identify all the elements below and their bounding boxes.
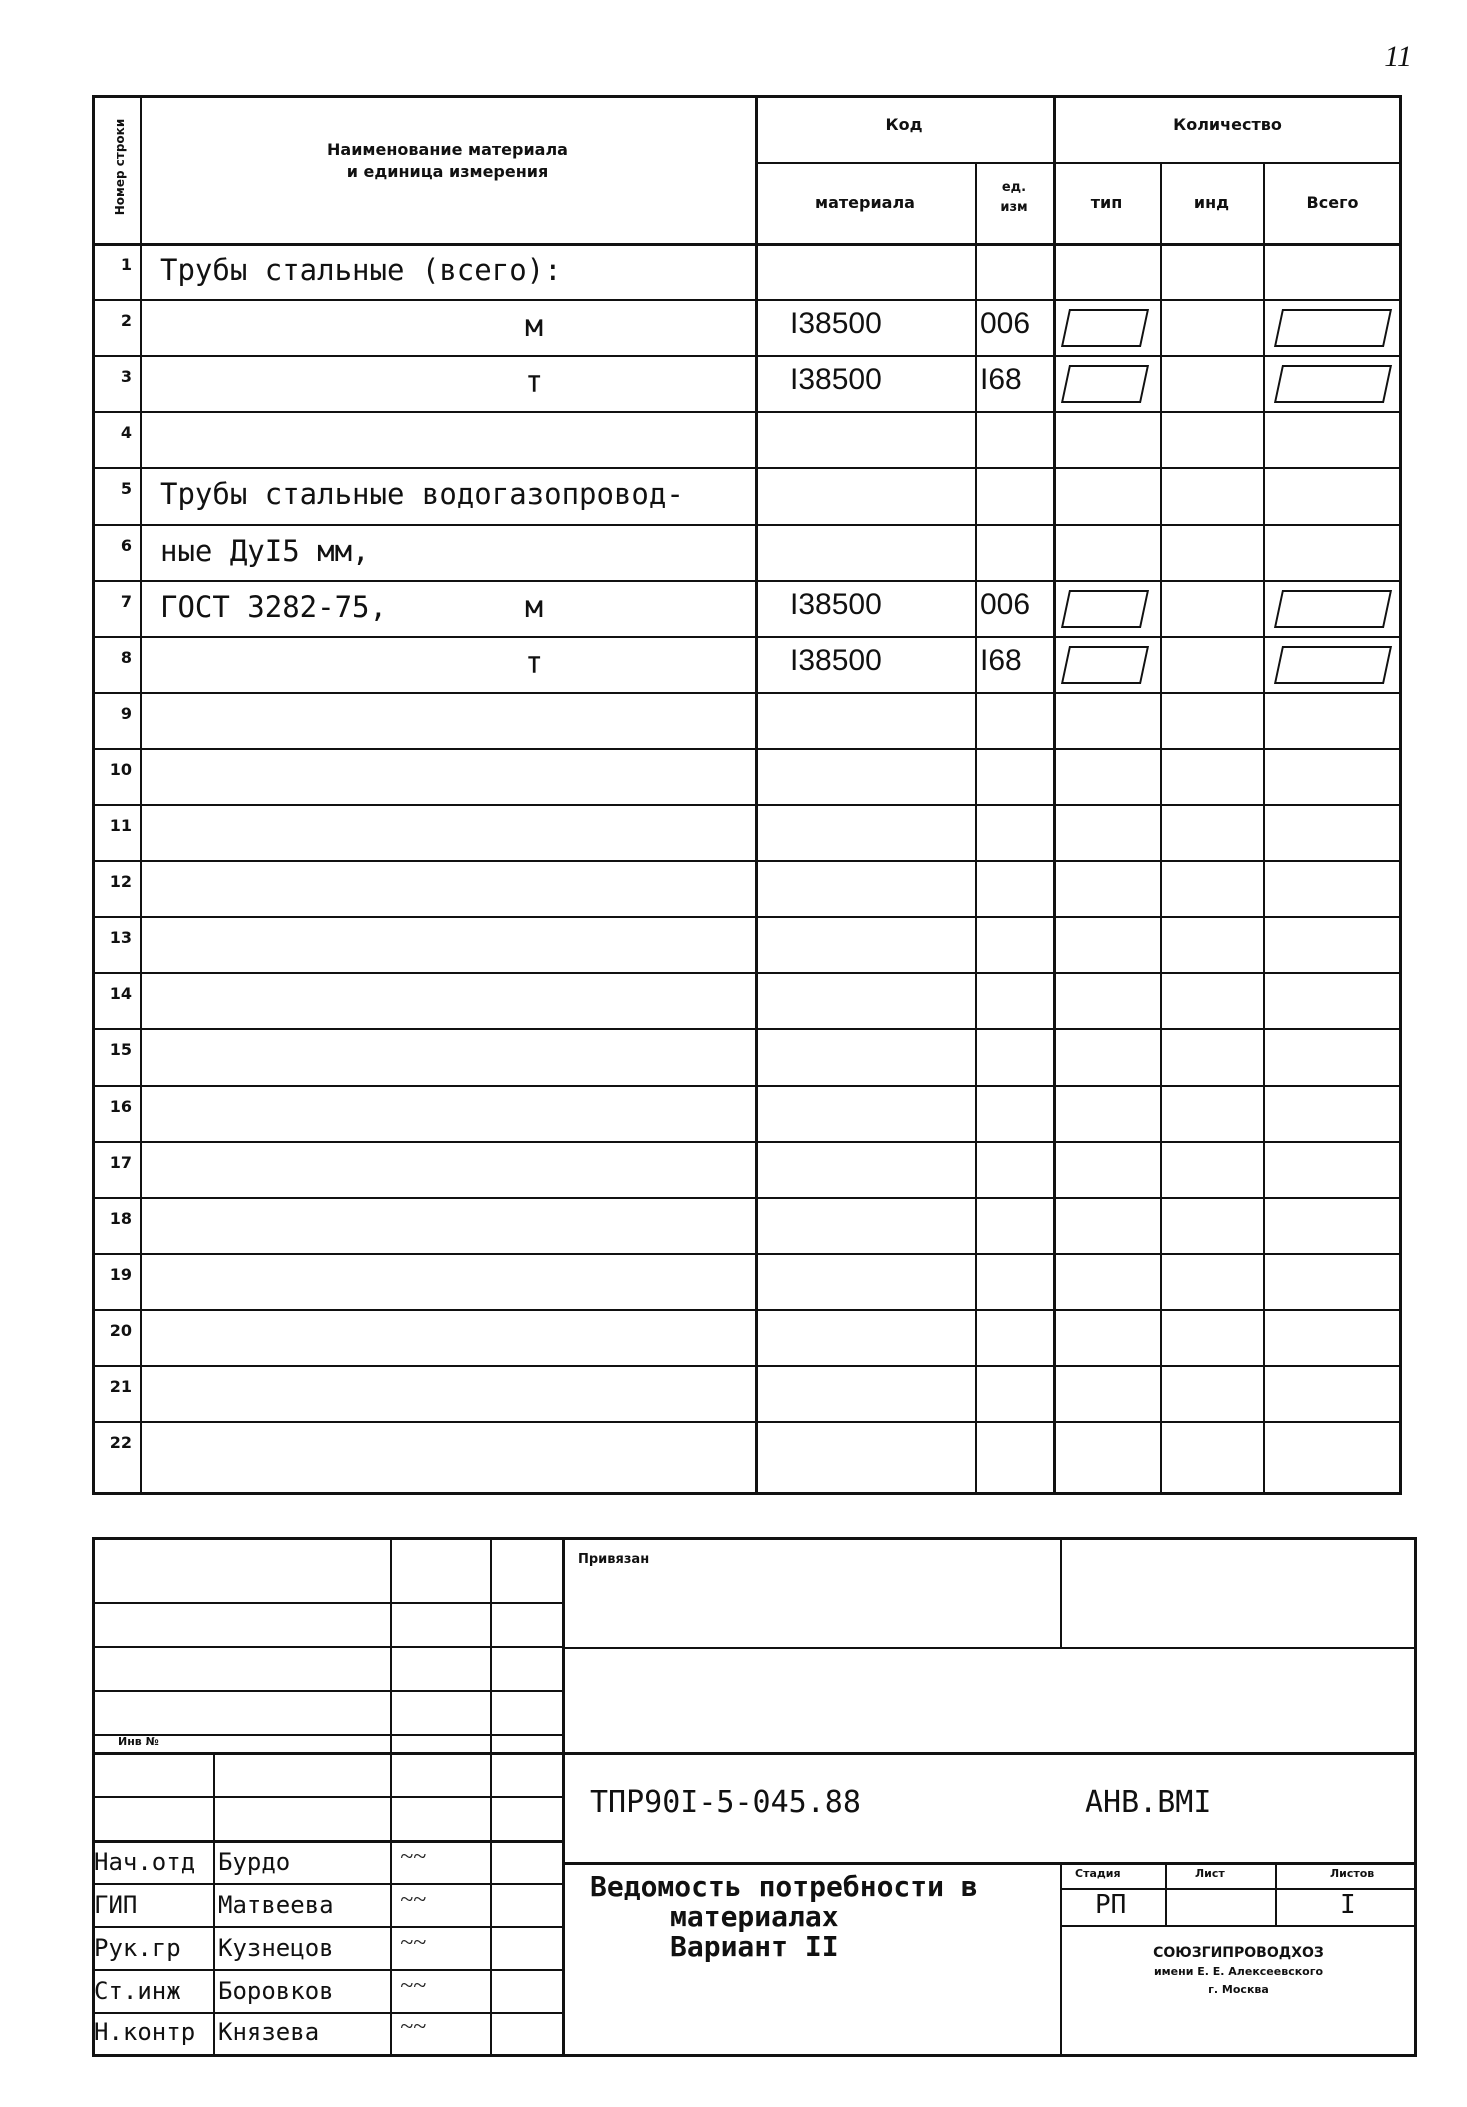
table-row — [0, 411, 1467, 467]
table-row — [0, 804, 1467, 860]
stage-value: РП — [1095, 1890, 1127, 1920]
quantity-total-box — [1274, 646, 1392, 684]
row-number: 19 — [109, 1264, 132, 1284]
quantity-type-box — [1061, 590, 1149, 628]
page-number: 11 — [1384, 40, 1412, 73]
title-line-2: материалах — [670, 1900, 839, 1933]
signer-name: Бурдо — [218, 1848, 291, 1876]
quantity-type-box — [1061, 646, 1149, 684]
row-number: 3 — [120, 367, 132, 387]
quantity-header: Количество — [1173, 115, 1282, 134]
quantity-type-box — [1061, 309, 1149, 347]
table-row — [0, 1253, 1467, 1309]
unit-label: м — [525, 589, 544, 625]
row-number: 21 — [109, 1377, 132, 1396]
signer-name: Кузнецов — [218, 1934, 334, 1962]
code-header: Код — [885, 115, 923, 134]
table-row — [0, 355, 1467, 411]
row-number: 5 — [120, 479, 132, 499]
name-header-line1: Наименование материала — [327, 140, 568, 159]
signer-name: Князева — [218, 2018, 320, 2046]
quantity-total-box — [1274, 309, 1392, 347]
unit-code: 006 — [980, 587, 1031, 621]
material-name: Трубы стальные (всего): — [160, 253, 562, 287]
signer-role: ГИП — [94, 1891, 138, 1919]
qty-total-header: Всего — [1306, 193, 1359, 212]
material-name: ные ДуI5 мм, — [160, 533, 370, 568]
sheets-value: I — [1340, 1890, 1356, 1920]
signature-mark: ~~ — [400, 1844, 426, 1870]
row-number: 9 — [120, 703, 132, 723]
table-row — [0, 692, 1467, 748]
stage-label: Стадия — [1075, 1867, 1121, 1880]
qty-type-header: тип — [1090, 193, 1123, 212]
qty-ind-header: инд — [1193, 193, 1230, 212]
unit-label: м — [525, 309, 544, 345]
signature-mark: ~~ — [400, 2014, 426, 2040]
signer-role: Ст.инж — [94, 1977, 181, 2005]
row-number: 10 — [109, 759, 132, 779]
sheet-code: АНВ.ВМI — [1085, 1785, 1212, 1820]
title-line-3: Вариант II — [670, 1930, 839, 1963]
material-code: I38500 — [790, 307, 882, 341]
table-row — [0, 580, 1467, 636]
sheet-label: Лист — [1195, 1867, 1225, 1880]
table-row — [0, 299, 1467, 355]
table-row — [0, 636, 1467, 692]
row-number: 20 — [109, 1320, 132, 1340]
row-number: 17 — [109, 1152, 132, 1172]
table-row — [0, 243, 1467, 299]
table-row — [0, 1197, 1467, 1253]
table-row — [0, 748, 1467, 804]
document-code: ТПР90I-5-045.88 — [590, 1785, 861, 1820]
quantity-type-box — [1061, 365, 1149, 403]
code-unit-header-2: изм — [1000, 200, 1028, 215]
org-city: г. Москва — [1208, 1983, 1269, 1996]
row-number: 22 — [109, 1433, 132, 1453]
row-number: 13 — [109, 928, 132, 948]
row-number: 2 — [120, 311, 132, 331]
code-unit-header-1: ед. — [1001, 180, 1027, 195]
signature-mark: ~~ — [400, 1973, 426, 1999]
table-row — [0, 860, 1467, 916]
table-row — [0, 972, 1467, 1028]
signer-role: Нач.отд — [94, 1848, 196, 1876]
signer-name: Матвеева — [218, 1891, 334, 1919]
table-row — [0, 1309, 1467, 1365]
row-number: 7 — [120, 591, 132, 611]
material-code: I38500 — [790, 363, 882, 397]
code-material-header: материала — [815, 193, 915, 212]
unit-code: 006 — [980, 307, 1031, 341]
table-row — [0, 1365, 1467, 1421]
unit-code: I68 — [980, 643, 1022, 677]
row-number: 6 — [120, 535, 132, 555]
table-row — [0, 524, 1467, 580]
signer-name: Боровков — [218, 1977, 334, 2005]
row-number-header: Номер строки — [113, 118, 127, 216]
row-number: 4 — [120, 423, 132, 443]
privyazan-label: Привязан — [578, 1552, 650, 1567]
signer-role: Н.контр — [94, 2018, 196, 2046]
material-code: I38500 — [790, 643, 882, 677]
row-number: 12 — [109, 872, 132, 892]
quantity-total-box — [1274, 590, 1392, 628]
table-row — [0, 1028, 1467, 1084]
quantity-total-box — [1274, 365, 1392, 403]
row-number: 8 — [120, 647, 132, 667]
org-subtitle: имени Е. Е. Алексеевского — [1153, 1965, 1324, 1978]
signer-role: Рук.гр — [94, 1934, 181, 1962]
unit-label: т — [525, 645, 544, 681]
unit-code: I68 — [980, 363, 1022, 397]
row-number: 18 — [109, 1208, 132, 1228]
row-number: 1 — [120, 255, 132, 274]
sheets-label: Листов — [1330, 1867, 1375, 1880]
inventory-number-label: Инв № — [118, 1735, 159, 1748]
signature-mark: ~~ — [400, 1887, 426, 1913]
name-header-line2: и единица измерения — [346, 162, 549, 181]
material-code: I38500 — [790, 587, 882, 621]
table-row — [0, 916, 1467, 972]
material-name: Трубы стальные водогазопровод- — [160, 477, 684, 512]
table-row — [0, 1141, 1467, 1197]
row-number: 16 — [109, 1096, 132, 1116]
table-row — [0, 467, 1467, 523]
material-name: ГОСТ 3282-75, — [160, 589, 387, 624]
row-number: 14 — [109, 984, 132, 1004]
table-row — [0, 1085, 1467, 1141]
table-row — [0, 1421, 1467, 1477]
signature-mark: ~~ — [400, 1930, 426, 1956]
title-line-1: Ведомость потребности в — [590, 1870, 978, 1903]
row-number: 11 — [109, 816, 132, 835]
row-number: 15 — [109, 1040, 132, 1060]
unit-label: т — [525, 365, 544, 401]
org-name: СОЮЗГИПРОВОДХОЗ — [1153, 1945, 1324, 1961]
